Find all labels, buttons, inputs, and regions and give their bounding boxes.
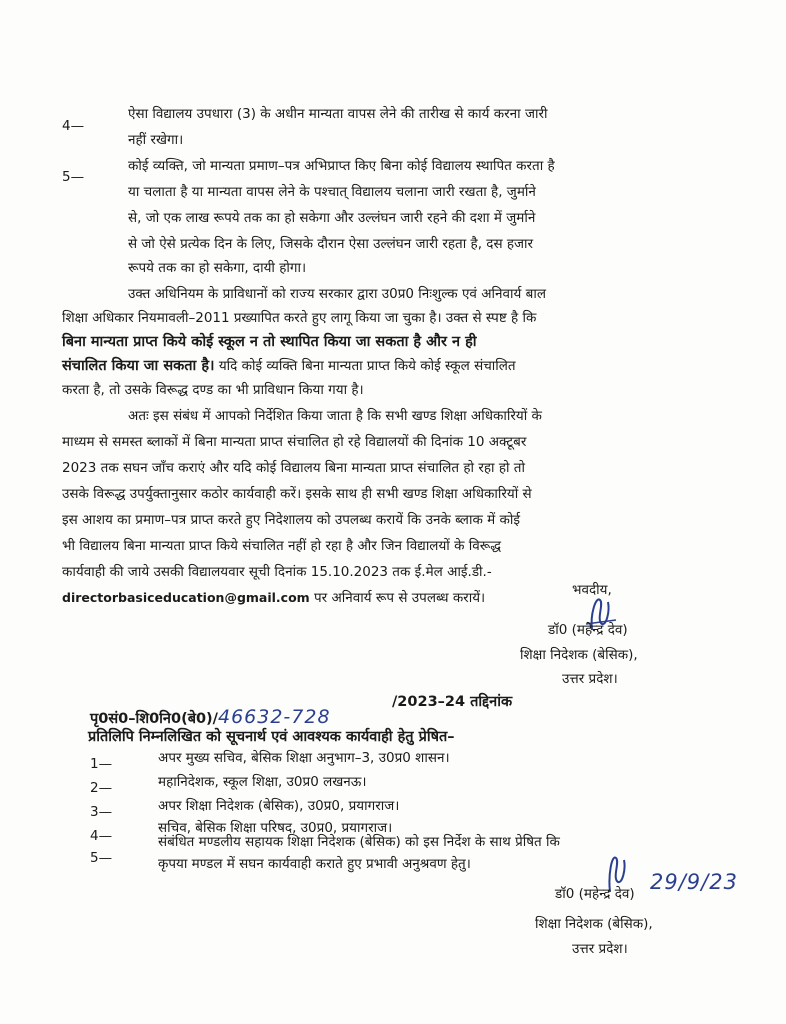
item-number: 5— [62,169,85,185]
paragraph-mixed-line [62,354,516,378]
paragraph-line: उसके विरूद्ध उपर्युक्तानुसार कठोर कार्यवाही करें। इसके साथ ही सभी खण्ड शिक्षा अधिकारियों से [62,486,532,502]
item-number: 4— [62,118,85,134]
copy-number: 1— [90,756,113,772]
copy-number: 4— [90,828,113,844]
copy-recipient: अपर शिक्षा निदेशक (बेसिक), उ0प्र0, प्रयागराज। [158,798,400,814]
paragraph-email-line [62,586,485,610]
paragraph-bold-line: बिना मान्यता प्राप्त किये कोई स्कूल न तो स्थापित किया जा सकता है और न ही [62,334,477,350]
copy-recipient: कृपया मण्डल में सघन कार्यवाही कराते हुए प्रभावी अनुश्रवण हेतु। [158,856,471,872]
paragraph-line: अतः इस संबंध में आपको निर्देशित किया जाता है कि सभी खण्ड शिक्षा अधिकारियों के [128,408,542,424]
paragraph-line: कार्यवाही की जाये उसकी विद्यालयवार सूची दिनांक 15.10.2023 तक ई.मेल आई.डी.- [62,564,492,580]
item-text-line: ऐसा विद्यालय उपधारा (3) के अधीन मान्यता वापस लेने की तारीख से कार्य करना जारी [128,106,548,122]
paragraph-line: 2023 तक सघन जाँच कराएं और यदि कोई विद्यालय बिना मान्यता प्राप्त संचालित हो रहा हो तो [62,460,525,476]
copy-heading: प्रतिलिपि निम्नलिखित को सूचनार्थ एवं आवश्यक कार्यवाही हेतु प्रेषित– [88,729,455,745]
paragraph-line: माध्यम से समस्त ब्लाकों में बिना मान्यता प्राप्त संचालित हो रहे विद्यालयों की दिनांक 10 अक्टूबर [62,434,527,450]
handwritten-reference-number: 46632-728 [217,706,331,728]
copy-recipient: महानिदेशक, स्कूल शिक्षा, उ0प्र0 लखनऊ। [158,774,367,790]
signatory-designation: शिक्षा निदेशक (बेसिक), [535,916,653,932]
reference-prefix: पृ0सं0–शि0नि0(बे0)/ [90,711,218,727]
copy-number: 2— [90,780,113,796]
paragraph-line: करता है, तो उसके विरूद्ध दण्ड का भी प्राविधान किया गया है। [62,382,364,398]
reference-suffix: /2023–24 तद्दिनांक [392,694,513,710]
copy-number: 3— [90,804,113,820]
item-text-line: रूपये तक का हो सकेगा, दायी होगा। [128,260,307,276]
item-text-line: कोई व्यक्ति, जो मान्यता प्रमाण–पत्र अभिप्राप्त किए बिना कोई विद्यालय स्थापित करता है [128,158,555,174]
closing-salutation: भवदीय, [572,582,612,598]
signatory-name: डॉ0 (महेन्द्र देव) [548,622,628,638]
copy-recipient: अपर मुख्य सचिव, बेसिक शिक्षा अनुभाग–3, उ0प्र0 शासन। [158,750,450,766]
item-text-line: से, जो एक लाख रूपये तक का हो सकेगा और उल्लंघन जारी रहने की दशा में जुर्माने [128,210,536,226]
signatory-state: उत्तर प्रदेश। [572,941,628,957]
signatory-designation: शिक्षा निदेशक (बेसिक), [520,647,638,663]
paragraph-line: भी विद्यालय बिना मान्यता प्राप्त किये संचालित नहीं हो रहा है और जिन विद्यालयों के विरूद्ध [62,538,502,554]
copy-number: 5— [90,850,113,866]
item-text-line: से जो ऐसे प्रत्येक दिन के लिए, जिसके दौरान ऐसा उल्लंघन जारी रहता है, दस हजार [128,236,534,252]
copy-recipient: सचिव, बेसिक शिक्षा परिषद, उ0प्र0, प्रयागराज। [158,820,393,836]
item-text-line: नहीं रखेगा। [128,132,184,148]
paragraph-line: शिक्षा अधिकार नियमावली–2011 प्रख्यापित करते हुए लागू किया जा चुका है। उक्त से स्पष्ट है कि [62,310,537,326]
item-text-line: या चलाता है या मान्यता वापस लेने के पश्चात् विद्यालय चलाना जारी रखता है, जुर्माने [128,184,536,200]
paragraph-line: इस आशय का प्रमाण–पत्र प्राप्त करते हुए निदेशालय को उपलब्ध करायें कि उनके ब्लाक में कोई [62,512,520,528]
paragraph-text: पर अनिवार्य रूप से उपलब्ध करायें। [309,590,486,606]
handwritten-date: 29/9/23 [650,870,738,894]
paragraph-line: उक्त अधिनियम के प्राविधानों को राज्य सरकार द्वारा उ0प्र0 निःशुल्क एवं अनिवार्य बाल [128,286,546,302]
paragraph-bold-text: संचालित किया जा सकता है। [62,358,215,374]
signatory-name: डॉ0 (महेन्द्र देव) [555,886,635,902]
email-address: directorbasiceducation@gmail.com [62,590,310,605]
signatory-state: उत्तर प्रदेश। [562,671,618,687]
paragraph-text: यदि कोई व्यक्ति बिना मान्यता प्राप्त किये कोई स्कूल संचालित [214,358,516,374]
copy-recipient: संबंधित मण्डलीय सहायक शिक्षा निदेशक (बेसिक) को इस निर्देश के साथ प्रेषित कि [158,834,560,850]
